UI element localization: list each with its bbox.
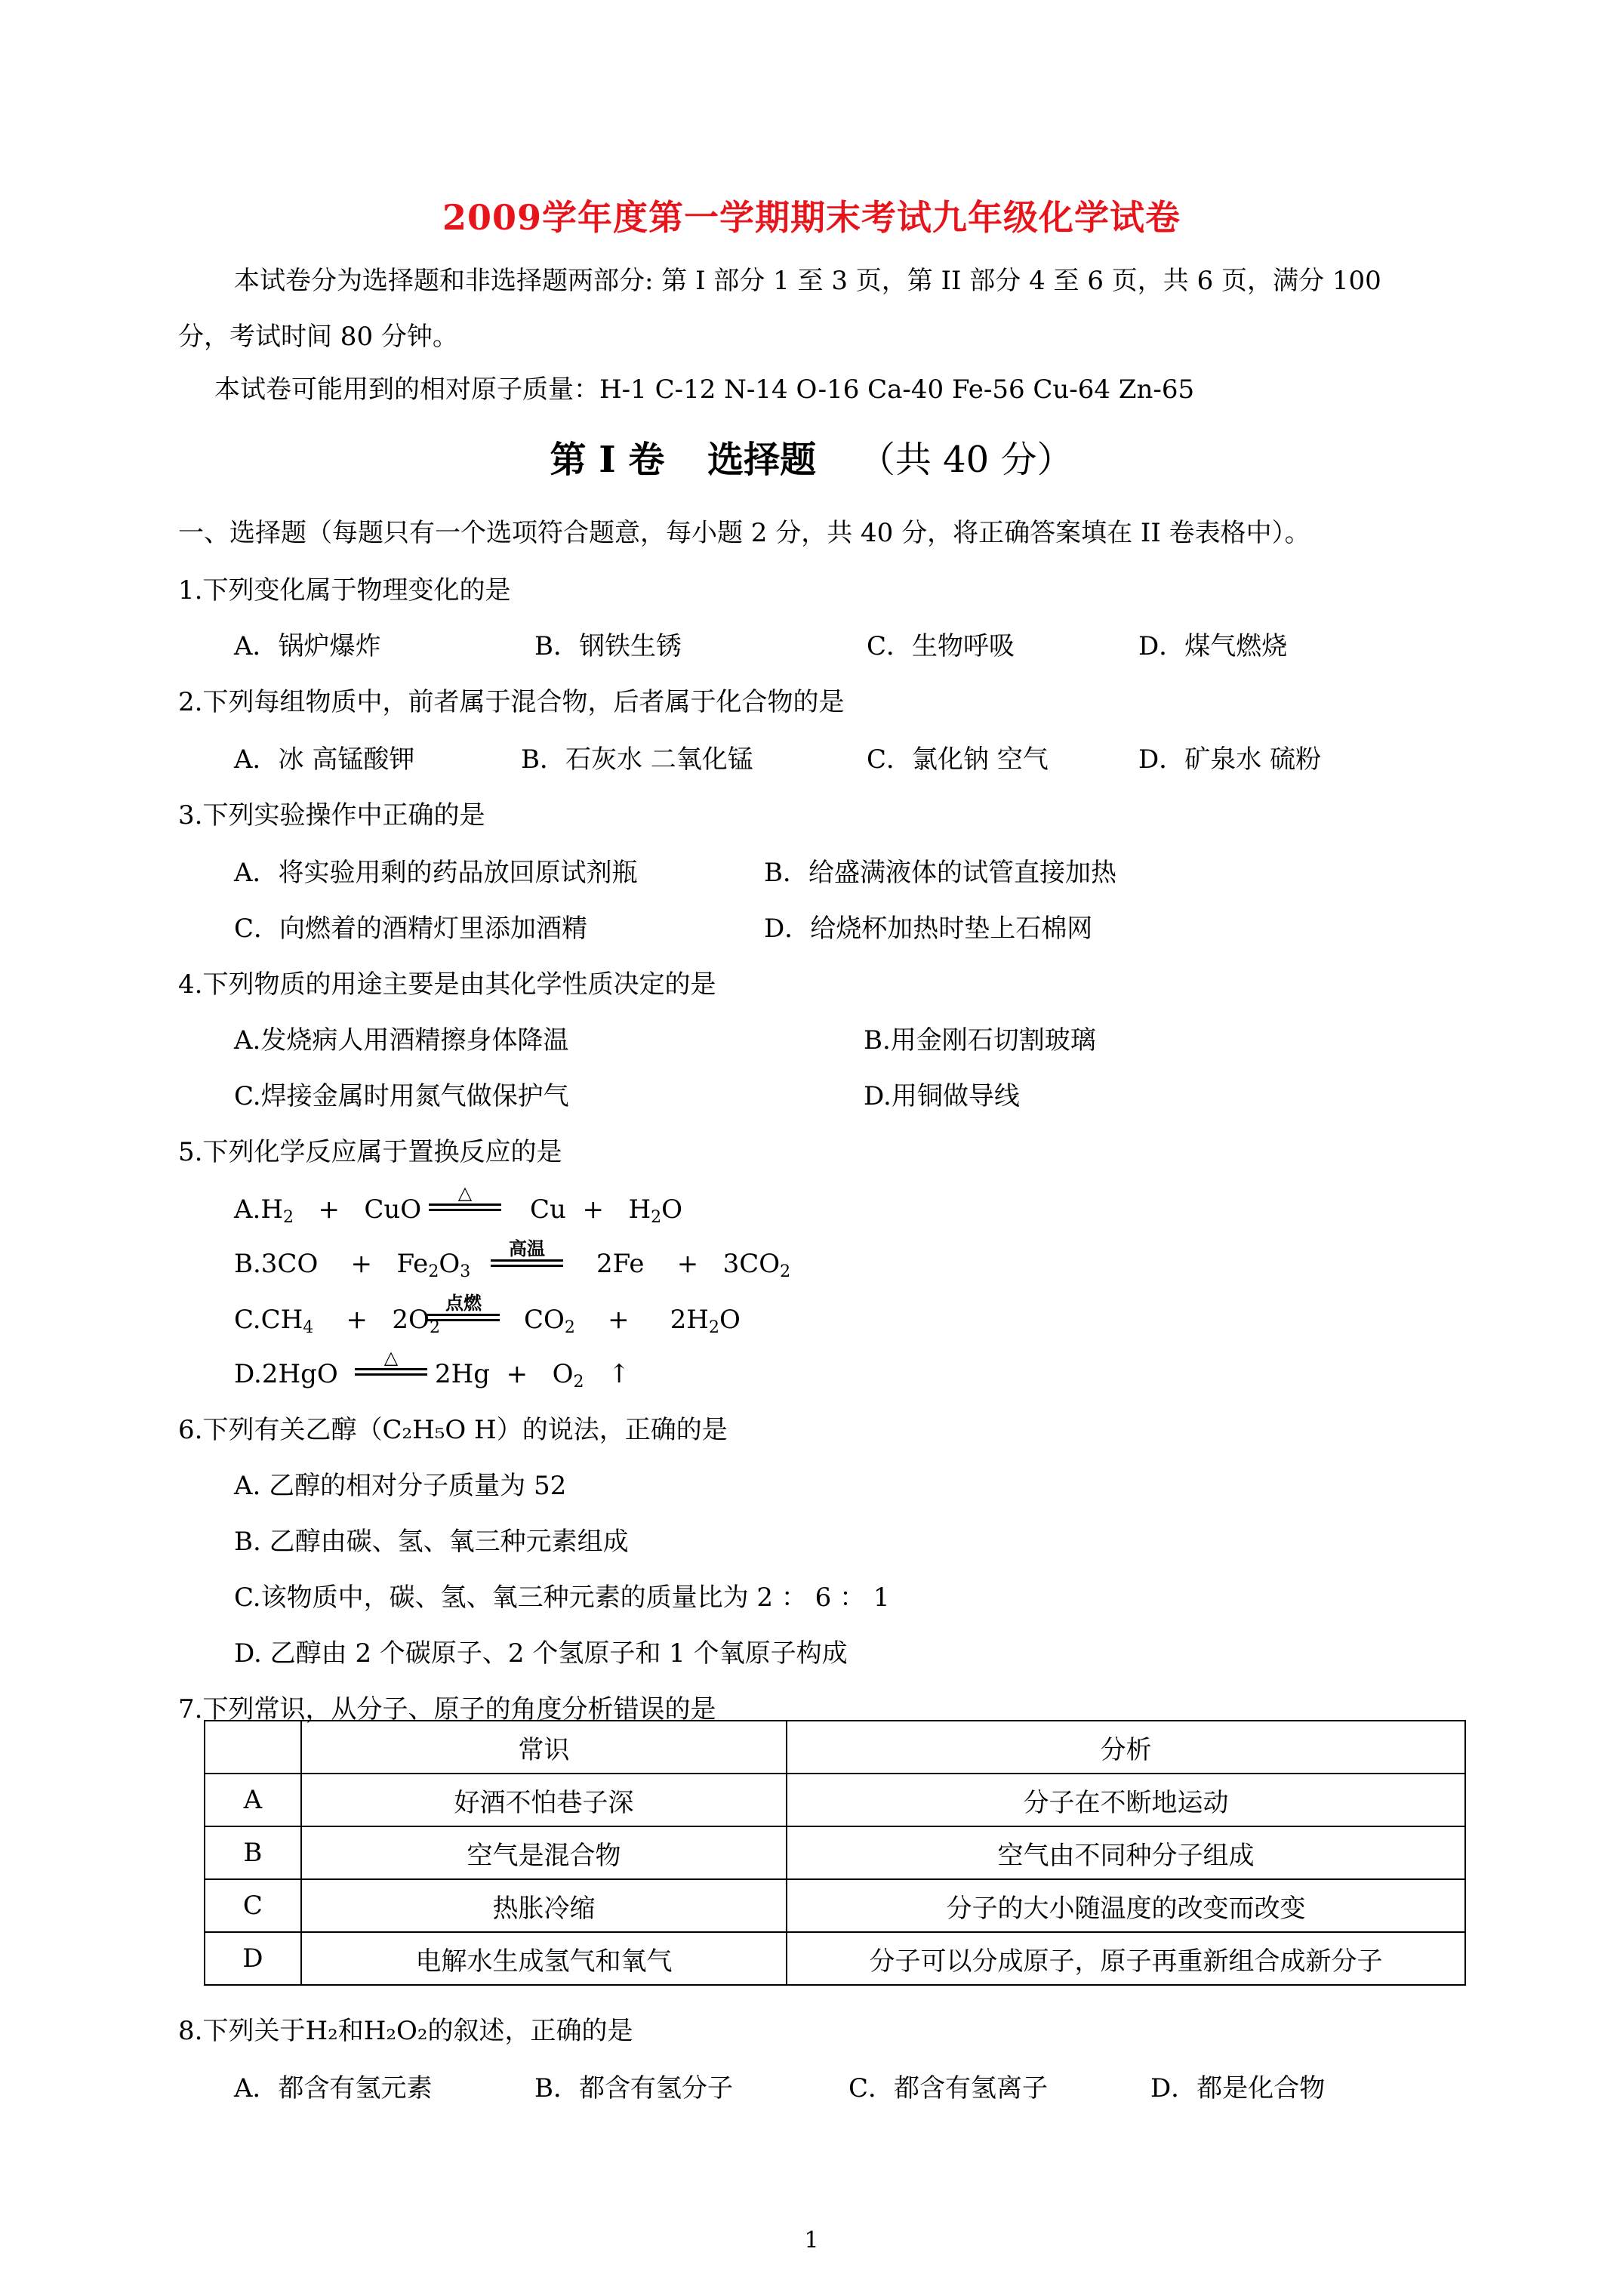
intro-line-2: 分，考试时间 80 分钟。: [178, 322, 458, 352]
table-cell: 好酒不怕巷子深: [301, 1774, 787, 1826]
question-4-option-b: B.用金刚石切割玻璃: [864, 1025, 1096, 1056]
question-5-equation-a-products: $Cu + H_2O$: [530, 1194, 682, 1227]
table-cell: 电解水生成氢气和氧气: [301, 1932, 787, 1985]
question-3-option-c: C．向燃着的酒精灯里添加酒精: [234, 914, 588, 944]
heat-symbol: △: [383, 1346, 399, 1368]
table-header-cell: 常识: [301, 1721, 787, 1774]
reaction-equals-sign: [427, 1314, 500, 1321]
intro-line-1: 本试卷分为选择题和非选择题两部分: 第 I 部分 1 至 3 页，第 II 部分 4 至 6 页，共 6 页，满分 100: [234, 266, 1381, 296]
question-1-option-b: B．钢铁生锈: [534, 631, 682, 661]
question-8-option-b: B．都含有氢分子: [534, 2073, 733, 2103]
section-heading: [0, 430, 1623, 482]
table-cell: B: [205, 1826, 301, 1879]
heat-condition: [429, 1182, 501, 1211]
reaction-equals-sign: [491, 1259, 563, 1267]
question-1-option-c: C．生物呼吸: [867, 631, 1015, 661]
table-cell: A: [205, 1774, 301, 1826]
table-cell: 空气是混合物: [301, 1826, 787, 1879]
reaction-equals-sign: [355, 1368, 427, 1376]
question-3-option-d: D．给烧杯加热时垫上石棉网: [764, 914, 1093, 944]
question-5-equation-a: $A.H_2$ + CuO: [234, 1194, 422, 1227]
question-2-option-c: C．氯化钠 空气: [867, 744, 1049, 775]
heat-symbol: △: [457, 1182, 473, 1203]
question-5-stem: 5.下列化学反应属于置换反应的是: [178, 1137, 562, 1167]
table-cell: 分子可以分成原子，原子再重新组合成新分子: [787, 1932, 1465, 1985]
section-name: 选择题: [707, 439, 817, 481]
high-temp-label: 高温: [509, 1237, 545, 1259]
table-header-cell: 分析: [787, 1721, 1465, 1774]
question-3-option-a: A．将实验用剩的药品放回原试剂瓶: [234, 858, 638, 888]
page-number: 1: [804, 2227, 819, 2254]
question-8-option-a: A．都含有氢元素: [234, 2073, 433, 2103]
table-cell: 分子的大小随温度的改变而改变: [787, 1879, 1465, 1932]
table-cell: 热胀冷缩: [301, 1879, 787, 1932]
question-6-stem: 6.下列有关乙醇（C₂H₅O H）的说法，正确的是: [178, 1415, 728, 1445]
question-3-stem: 3.下列实验操作中正确的是: [178, 800, 485, 831]
section-score: （共 40 分）: [858, 439, 1073, 481]
question-8-option-d: D．都是化合物: [1150, 2073, 1326, 2103]
reaction-equals-sign: [429, 1203, 501, 1211]
ignite-label: 点燃: [445, 1292, 482, 1314]
question-4-option-c: C.焊接金属时用氮气做保护气: [234, 1081, 569, 1111]
table-row: [205, 1932, 1465, 1985]
question-1-option-d: D．煤气燃烧: [1138, 631, 1288, 661]
gas-arrow-icon: ↑: [608, 1359, 630, 1389]
exam-title: 2009学年度第一学期期末考试九年级化学试卷: [442, 197, 1181, 238]
table-header-cell: [205, 1721, 301, 1774]
question-4-stem: 4.下列物质的用途主要是由其化学性质决定的是: [178, 969, 716, 1000]
heat-condition: [355, 1347, 427, 1376]
question-5-equation-b-products: 2Fe + $3CO_2$: [596, 1249, 791, 1281]
question-4-option-a: A.发烧病人用酒精擦身体降温: [234, 1025, 569, 1056]
question-8-stem: 8.下列关于H₂和H₂O₂的叙述，正确的是: [178, 2016, 633, 2046]
question-8-option-c: C．都含有氢离子: [848, 2073, 1049, 2103]
atomic-mass-line: 本试卷可能用到的相对原子质量：H-1 C-12 N-14 O-16 Ca-40 Fe-56 Cu-64 Zn-65: [214, 374, 1195, 405]
question-2-option-d: D．矿泉水 硫粉: [1138, 744, 1322, 775]
question-5-equation-d: D.2HgO: [234, 1359, 338, 1389]
question-2-stem: 2.下列每组物质中，前者属于混合物，后者属于化合物的是: [178, 687, 845, 717]
question-3-option-b: B．给盛满液体的试管直接加热: [764, 858, 1116, 888]
question-7-stem: 7.下列常识，从分子、原子的角度分析错误的是: [178, 1694, 716, 1724]
instruction-text: 一、选择题（每题只有一个选项符合题意，每小题 2 分，共 40 分，将正确答案填在 II 卷表格中）。: [178, 518, 1310, 548]
question-1-stem: 1.下列变化属于物理变化的是: [178, 575, 511, 606]
question-5-equation-c: $C.CH_4$ + $2O_2$: [234, 1305, 440, 1337]
question-2-option-b: B．石灰水 二氧化锰: [521, 744, 753, 775]
table-cell: 分子在不断地运动: [787, 1774, 1465, 1826]
section-part: 第 I 卷: [550, 439, 665, 481]
question-4-option-d: D.用铜做导线: [864, 1081, 1020, 1111]
question-2-option-a: A．冰 高锰酸钾: [234, 744, 415, 775]
question-1-option-a: A．锅炉爆炸: [234, 631, 381, 661]
table-row: [205, 1879, 1465, 1932]
table-cell: C: [205, 1879, 301, 1932]
table-cell: D: [205, 1932, 301, 1985]
high-temp-condition: [491, 1238, 563, 1267]
question-6-option-a: A. 乙醇的相对分子质量为 52: [234, 1471, 567, 1501]
question-7-table: [204, 1720, 1466, 1986]
question-5-equation-b: B.3CO + $Fe_2O_3$: [234, 1249, 471, 1281]
question-6-option-b: B. 乙醇由碳、氢、氧三种元素组成: [234, 1527, 629, 1557]
ignite-condition: [427, 1293, 500, 1321]
question-5-equation-d-products: $2Hg + O_2$ ↑: [435, 1359, 630, 1391]
question-5-equation-c-products: $CO_2$ + $2H_2O$: [524, 1305, 741, 1337]
table-cell: 空气由不同种分子组成: [787, 1826, 1465, 1879]
question-6-option-d: D. 乙醇由 2 个碳原子、2 个氢原子和 1 个氧原子构成: [234, 1638, 848, 1669]
question-6-option-c: C.该物质中，碳、氢、氧三种元素的质量比为 2 ： 6 ： 1: [234, 1583, 890, 1613]
table-header-row: [205, 1721, 1465, 1774]
table-row: [205, 1826, 1465, 1879]
table-row: [205, 1774, 1465, 1826]
